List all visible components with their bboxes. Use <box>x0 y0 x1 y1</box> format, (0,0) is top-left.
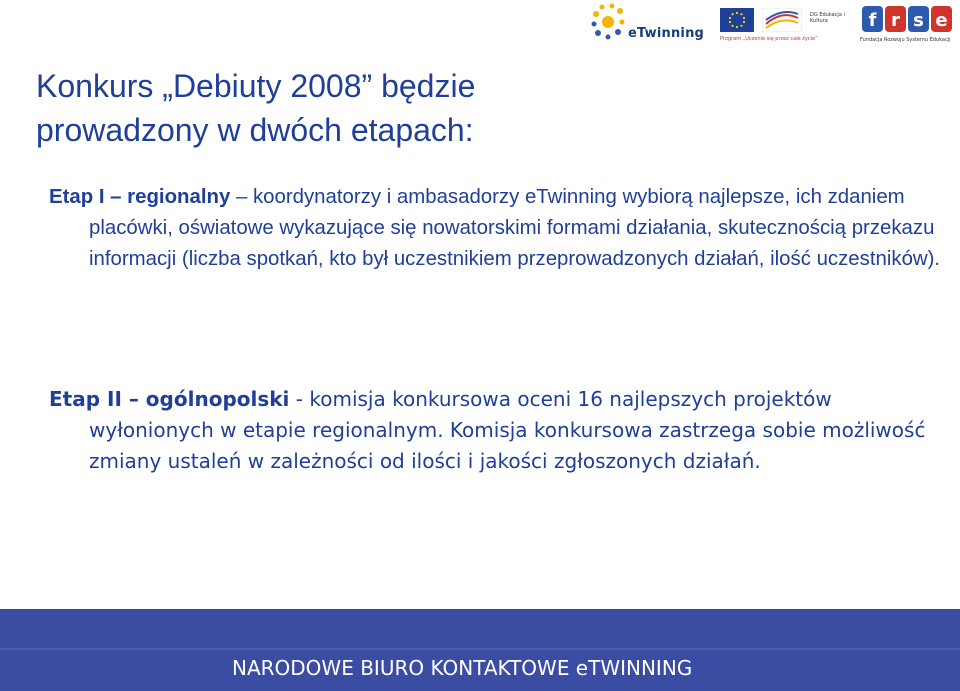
svg-text:f: f <box>868 10 877 31</box>
slide-title: Konkurs „Debiuty 2008” będzie prowadzony w dwóch etapach: <box>36 68 476 148</box>
frse-letters-icon <box>862 4 954 34</box>
frse-logo <box>860 4 955 48</box>
svg-text:s: s <box>913 10 924 31</box>
lifelong-learning-icon <box>762 8 802 32</box>
svg-text:r: r <box>891 10 900 31</box>
stage2-label: Etap II – ogólnopolski <box>49 387 290 411</box>
eu-flag-icon <box>720 8 754 32</box>
stage1-text: – koordynatorzy i ambasadorzy eTwinning wybiorą najlepsze, ich zdaniem placówki, oświatowe wykazujące się nowatorskimi formami działania, skutecznością przekazu informacji (liczba spotkań, kto był uczestnikiem przeprowadzonych działań, ilość uczestników). <box>89 186 941 270</box>
frse-caption: Fundacja Rozwoju Systemu Edukacji <box>860 37 951 43</box>
footer-divider <box>0 648 960 650</box>
eu-caption: Program „Uczenie się przez całe życie” <box>720 36 818 42</box>
eu-side-text: DG Edukacja i Kultura <box>810 12 845 24</box>
header-logos <box>580 0 960 50</box>
etwinning-logo <box>588 2 705 46</box>
etwinning-star-icon <box>588 2 628 42</box>
svg-text:e: e <box>935 10 948 31</box>
footer-text: NARODOWE BIURO KONTAKTOWE eTWINNING <box>232 656 693 680</box>
stage1-label: Etap I – regionalny <box>49 186 231 208</box>
etwinning-logo-text: eTwinning <box>628 26 705 41</box>
stage2-text: - komisja konkursowa oceni 16 najlepszych projektów wyłonionych w etapie regionalnym. Komisja konkursowa zastrzega sobie możliwość zmiany ustaleń w zależności od ilości i jakości zgłoszonych działań. <box>89 387 926 473</box>
eu-program-logo <box>720 6 850 46</box>
stage2-paragraph <box>49 384 949 477</box>
stage1-paragraph <box>49 182 949 275</box>
